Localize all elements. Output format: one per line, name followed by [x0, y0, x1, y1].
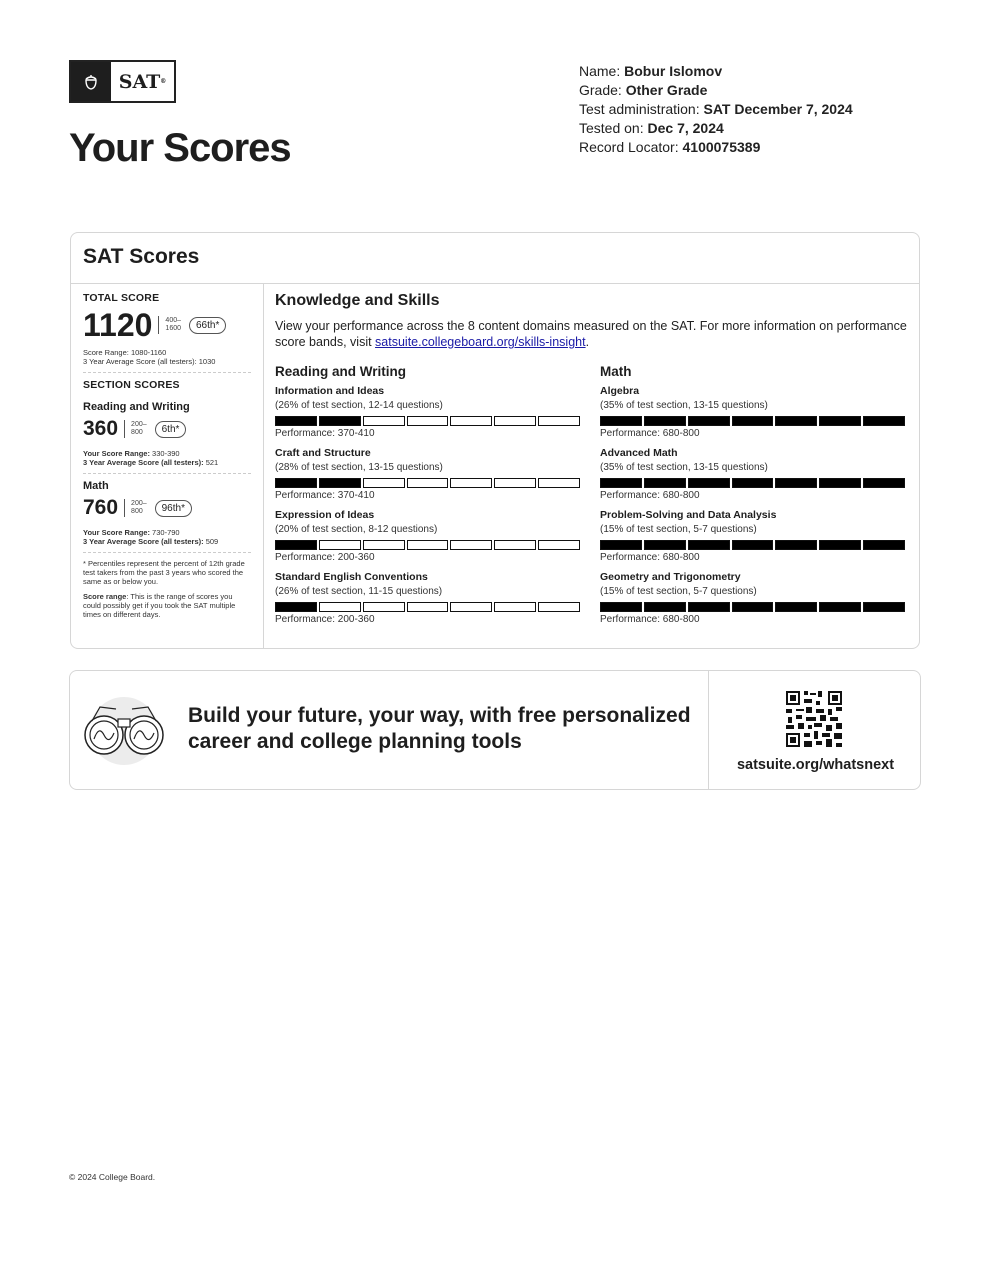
section-score: 360 [83, 417, 119, 440]
domain-performance: Performance: 680-800 [600, 614, 700, 625]
bar-segment [319, 540, 361, 550]
bar-segment [819, 416, 861, 426]
domain-item [275, 447, 580, 501]
sat-logo: SAT ® [69, 60, 176, 103]
bar-segment [494, 602, 536, 612]
bar-segment [863, 478, 905, 488]
section-scores-label: SECTION SCORES [83, 379, 180, 391]
info-grade: Grade: Other Grade [579, 82, 708, 98]
domain-item [600, 385, 905, 439]
bar-segment [863, 602, 905, 612]
bar-segment [363, 416, 405, 426]
domain-meta: (20% of test section, 8-12 questions) [275, 524, 438, 535]
performance-bar [600, 478, 905, 488]
performance-bar [600, 602, 905, 612]
domain-meta: (26% of test section, 11-15 questions) [275, 586, 443, 597]
percentile-note: * Percentiles represent the percent of 12th grade test takers from the past 3 years who scored the same as or below you. [83, 559, 245, 586]
domain-performance: Performance: 680-800 [600, 490, 700, 501]
domain-performance: Performance: 680-800 [600, 428, 700, 439]
total-score: 1120 [83, 307, 153, 343]
bar-segment [819, 478, 861, 488]
bar-segment [363, 602, 405, 612]
domain-performance: Performance: 370-410 [275, 490, 375, 501]
skills-description: View your performance across the 8 content domains measured on the SAT. For more information on performance score bands, visit satsuite.collegeboard.org/skills-insight. [275, 319, 907, 349]
total-range: 400– 1600 [165, 317, 181, 332]
score-range: Score Range: 1080-1160 [83, 348, 167, 357]
bar-segment [407, 540, 449, 550]
planning-banner [69, 670, 921, 790]
bar-segment [688, 416, 730, 426]
domain-performance: Performance: 370-410 [275, 428, 375, 439]
bar-segment [275, 540, 317, 550]
column-title: Math [600, 364, 632, 379]
bar-segment [538, 478, 580, 488]
skills-title: Knowledge and Skills [275, 292, 440, 309]
banner-text: Build your future, your way, with free personalized career and college planning tools [188, 704, 691, 753]
info-test-admin: Test administration: SAT December 7, 2024 [579, 101, 853, 117]
acorn-icon [71, 62, 111, 101]
bar-segment [494, 416, 536, 426]
domain-name: Craft and Structure [275, 447, 371, 459]
domain-name: Problem-Solving and Data Analysis [600, 509, 777, 521]
section-score: 760 [83, 496, 119, 519]
domain-meta: (28% of test section, 13-15 questions) [275, 462, 443, 473]
bar-segment [407, 478, 449, 488]
bar-segment [644, 540, 686, 550]
info-record-locator: Record Locator: 4100075389 [579, 139, 761, 155]
bar-segment [732, 416, 774, 426]
performance-bar [275, 602, 580, 612]
student-info [579, 62, 853, 157]
domain-meta: (15% of test section, 5-7 questions) [600, 586, 757, 597]
card-title: SAT Scores [71, 233, 919, 284]
domain-meta: (35% of test section, 13-15 questions) [600, 462, 768, 473]
domain-name: Advanced Math [600, 447, 678, 459]
bar-segment [775, 540, 817, 550]
bar-segment [450, 602, 492, 612]
domain-name: Expression of Ideas [275, 509, 375, 521]
domain-performance: Performance: 200-360 [275, 614, 375, 625]
bar-segment [600, 602, 642, 612]
domain-item [275, 571, 580, 625]
qr-code-icon[interactable] [786, 691, 842, 747]
domain-item [600, 509, 905, 563]
domain-meta: (15% of test section, 5-7 questions) [600, 524, 757, 535]
bar-segment [538, 416, 580, 426]
bar-segment [775, 602, 817, 612]
bar-segment [407, 602, 449, 612]
bar-segment [775, 416, 817, 426]
bar-segment [732, 602, 774, 612]
page-title: Your Scores [69, 126, 291, 170]
bar-segment [363, 478, 405, 488]
bar-segment [688, 540, 730, 550]
percentile-badge: 66th* [189, 317, 226, 334]
bar-segment [319, 602, 361, 612]
info-tested-on: Tested on: Dec 7, 2024 [579, 120, 724, 136]
bar-segment [275, 416, 317, 426]
bar-segment [819, 602, 861, 612]
performance-bar [275, 540, 580, 550]
bar-segment [538, 602, 580, 612]
bar-segment [775, 478, 817, 488]
logo-text: SAT [118, 70, 161, 93]
score-summary: TOTAL SCORE 1120 400– 1600 66th* Score Range: 1080-1160 3 Year Average Score (all testers): 1030 SECTION SCORES Reading and Writing 360 200– 800 6th* Your Score Range: 330-390 3 Year Average Score (all testers): 521 Math 760 200– 800 96th* Your Score Range: 730-790 3 Year Average Score (all testers): 509 * Percentiles represent the percent of 12th grade test takers from the past 3 years who scored the same as or below you. Score range: This is the range of scores you could possibly get if you took the SAT multiple times on different days. [71, 284, 264, 648]
copyright: © 2024 College Board. [69, 1172, 156, 1182]
bar-segment [863, 540, 905, 550]
bar-segment [644, 478, 686, 488]
domain-meta: (35% of test section, 13-15 questions) [600, 400, 768, 411]
bar-segment [363, 540, 405, 550]
bar-segment [450, 416, 492, 426]
skills-column [600, 364, 905, 633]
bar-segment [732, 478, 774, 488]
domain-name: Information and Ideas [275, 385, 385, 397]
bar-segment [275, 478, 317, 488]
skills-insight-link[interactable]: satsuite.collegeboard.org/skills-insight [375, 335, 586, 349]
score-range-note: Score range: This is the range of scores you could possibly get if you took the SAT multiple times on different days. [83, 592, 236, 619]
performance-bar [600, 540, 905, 550]
column-title: Reading and Writing [275, 364, 406, 379]
performance-bar [600, 416, 905, 426]
domain-item [275, 385, 580, 439]
performance-bar [275, 416, 580, 426]
bar-segment [644, 416, 686, 426]
total-score-label: TOTAL SCORE [83, 292, 160, 304]
domain-name: Geometry and Trigonometry [600, 571, 741, 583]
average-score: 3 Year Average Score (all testers): 1030 [83, 357, 216, 366]
domain-name: Standard English Conventions [275, 571, 428, 583]
section-name: Reading and Writing [83, 401, 190, 413]
bar-segment [688, 602, 730, 612]
domain-item [600, 571, 905, 625]
bar-segment [494, 478, 536, 488]
domain-meta: (26% of test section, 12-14 questions) [275, 400, 443, 411]
domain-item [600, 447, 905, 501]
performance-bar [275, 478, 580, 488]
sat-scores-card [70, 232, 920, 649]
knowledge-skills [275, 284, 907, 633]
bar-segment [688, 478, 730, 488]
bar-segment [407, 416, 449, 426]
domain-name: Algebra [600, 385, 640, 397]
whatsnext-link[interactable]: satsuite.org/whatsnext [736, 757, 895, 773]
percentile-badge: 6th* [155, 421, 187, 438]
bar-segment [732, 540, 774, 550]
domain-performance: Performance: 200-360 [275, 552, 375, 563]
bar-segment [600, 416, 642, 426]
bar-segment [863, 416, 905, 426]
bar-segment [450, 478, 492, 488]
bar-segment [319, 478, 361, 488]
bar-segment [819, 540, 861, 550]
domain-item [275, 509, 580, 563]
section-name: Math [83, 480, 109, 492]
percentile-badge: 96th* [155, 500, 192, 517]
domain-performance: Performance: 680-800 [600, 552, 700, 563]
bar-segment [600, 478, 642, 488]
bar-segment [319, 416, 361, 426]
bar-segment [538, 540, 580, 550]
bar-segment [275, 602, 317, 612]
bar-segment [494, 540, 536, 550]
skills-column [275, 364, 580, 633]
binoculars-icon [80, 693, 168, 767]
info-name: Name: Bobur Islomov [579, 63, 723, 79]
bar-segment [450, 540, 492, 550]
bar-segment [644, 602, 686, 612]
bar-segment [600, 540, 642, 550]
